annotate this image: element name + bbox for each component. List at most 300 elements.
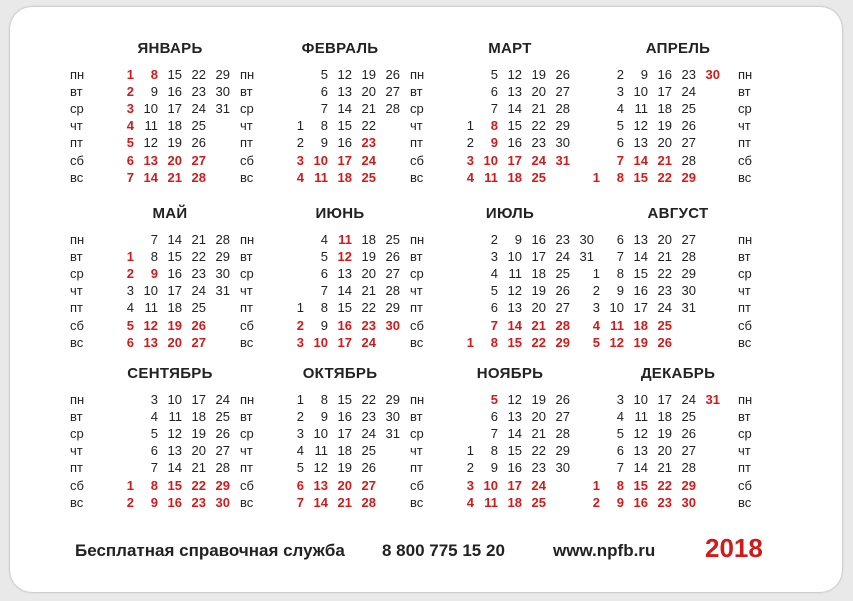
day-cell: 23 — [657, 283, 672, 299]
day-cell: 24 — [681, 84, 696, 100]
day-cell: 21 — [531, 426, 546, 442]
day-cell: 13 — [633, 443, 648, 459]
weekday-label: пт — [738, 460, 751, 476]
day-cell: 15 — [167, 67, 182, 82]
month-title: ИЮЛЬ — [485, 205, 535, 222]
day-cell: 21 — [657, 249, 672, 265]
day-cell: 16 — [507, 135, 522, 151]
day-cell: 21 — [191, 460, 206, 476]
day-cell: 2 — [126, 84, 134, 100]
day-cell: 23 — [555, 232, 570, 247]
day-cell: 8 — [490, 443, 498, 459]
day-cell: 9 — [616, 283, 624, 299]
weekday-label: вт — [738, 84, 751, 100]
day-cell: 22 — [657, 169, 672, 185]
day-cell: 21 — [657, 152, 672, 168]
day-cell: 28 — [385, 101, 400, 117]
day-cell: 12 — [143, 135, 158, 151]
weekday-label: чт — [240, 283, 253, 299]
day-cell: 14 — [313, 494, 328, 510]
day-cell: 24 — [531, 152, 546, 168]
weekday-label: вт — [410, 409, 423, 425]
weekday-label: пт — [410, 300, 423, 316]
day-cell: 22 — [531, 334, 546, 350]
day-cell: 12 — [143, 317, 158, 333]
day-cell: 8 — [150, 249, 158, 265]
day-cell: 8 — [150, 67, 158, 82]
day-cell: 18 — [337, 443, 352, 459]
day-cell: 20 — [361, 266, 376, 282]
weekday-label: чт — [70, 283, 83, 299]
day-cell: 6 — [490, 300, 498, 316]
day-cell: 27 — [385, 266, 400, 282]
weekday-label: пт — [240, 135, 253, 151]
day-cell: 28 — [215, 232, 230, 247]
day-cell: 24 — [191, 101, 206, 117]
day-cell: 17 — [337, 334, 352, 350]
weekday-label: ср — [410, 426, 424, 442]
day-cell: 26 — [555, 283, 570, 299]
day-cell: 7 — [320, 283, 328, 299]
day-cell: 6 — [320, 84, 328, 100]
day-cell: 19 — [361, 249, 376, 265]
weekday-label: сб — [240, 317, 254, 333]
day-cell: 1 — [296, 118, 304, 134]
day-cell: 16 — [337, 409, 352, 425]
day-cell: 31 — [705, 392, 720, 407]
day-cell: 17 — [191, 392, 206, 407]
website-link: www.npfb.ru — [553, 541, 656, 560]
day-cell: 29 — [555, 118, 570, 134]
day-cell: 18 — [507, 494, 522, 510]
day-cell: 22 — [657, 266, 672, 282]
day-cell: 3 — [296, 334, 304, 350]
day-cell: 21 — [191, 232, 206, 247]
weekday-label: вс — [410, 334, 424, 350]
day-cell: 2 — [616, 67, 624, 82]
day-cell: 19 — [531, 392, 546, 407]
day-cell: 15 — [507, 443, 522, 459]
weekday-label: вт — [240, 84, 253, 100]
day-cell: 2 — [296, 409, 304, 425]
day-cell: 6 — [616, 232, 624, 247]
day-cell: 5 — [320, 67, 328, 82]
day-cell: 29 — [385, 392, 400, 407]
weekday-label: вс — [240, 494, 254, 510]
day-cell: 28 — [555, 317, 570, 333]
day-cell: 23 — [191, 84, 206, 100]
day-cell: 7 — [320, 101, 328, 117]
day-cell: 5 — [296, 460, 304, 476]
day-cell: 13 — [143, 334, 158, 350]
day-cell: 13 — [143, 152, 158, 168]
day-cell: 13 — [633, 135, 648, 151]
day-cell: 27 — [681, 135, 696, 151]
day-cell: 8 — [320, 118, 328, 134]
weekday-label: пт — [410, 460, 423, 476]
day-cell: 5 — [592, 334, 600, 350]
weekday-label: пн — [70, 232, 85, 247]
weekday-label: ср — [738, 426, 752, 442]
day-cell: 1 — [126, 67, 134, 82]
day-cell: 27 — [385, 84, 400, 100]
weekday-label: пн — [738, 392, 753, 407]
month-title: СЕНТЯБРЬ — [127, 365, 213, 382]
day-cell: 3 — [150, 392, 158, 407]
day-cell: 2 — [296, 317, 304, 333]
weekday-label: ср — [70, 266, 84, 282]
day-cell: 18 — [337, 169, 352, 185]
day-cell: 30 — [555, 460, 570, 476]
weekday-label: чт — [738, 443, 751, 459]
weekday-label: сб — [240, 477, 254, 493]
weekday-label: ср — [738, 101, 752, 117]
day-cell: 11 — [508, 266, 522, 282]
day-cell: 14 — [633, 152, 648, 168]
day-cell: 7 — [126, 169, 134, 185]
day-cell: 12 — [507, 283, 522, 299]
day-cell: 29 — [681, 477, 696, 493]
day-cell: 29 — [215, 67, 230, 82]
day-cell: 15 — [633, 477, 648, 493]
day-cell: 9 — [320, 135, 328, 151]
day-cell: 9 — [490, 460, 498, 476]
month-title: МАЙ — [152, 205, 188, 222]
day-cell: 24 — [361, 334, 376, 350]
weekday-label: пн — [738, 232, 753, 247]
day-cell: 17 — [507, 477, 522, 493]
day-cell: 10 — [507, 249, 522, 265]
day-cell: 9 — [150, 84, 158, 100]
day-cell: 26 — [385, 249, 400, 265]
day-cell: 16 — [337, 317, 352, 333]
day-cell: 29 — [385, 300, 400, 316]
day-cell: 26 — [657, 334, 672, 350]
day-cell: 10 — [143, 283, 158, 299]
day-cell: 10 — [633, 392, 648, 407]
day-cell: 13 — [337, 84, 352, 100]
day-cell: 30 — [681, 494, 696, 510]
day-cell: 27 — [555, 84, 570, 100]
day-cell: 21 — [361, 283, 376, 299]
day-cell: 25 — [215, 409, 230, 425]
day-cell: 17 — [657, 392, 672, 407]
weekday-label: вт — [738, 249, 751, 265]
day-cell: 3 — [490, 249, 498, 265]
day-cell: 14 — [143, 169, 158, 185]
day-cell: 22 — [361, 392, 376, 407]
day-cell: 2 — [126, 266, 134, 282]
day-cell: 5 — [320, 249, 328, 265]
day-cell: 6 — [616, 135, 624, 151]
weekday-label: сб — [410, 477, 424, 493]
weekday-label: пн — [410, 67, 425, 82]
day-cell: 5 — [126, 317, 134, 333]
day-cell: 13 — [507, 84, 522, 100]
weekday-label: ср — [240, 266, 254, 282]
day-cell: 4 — [320, 232, 328, 247]
day-cell: 26 — [681, 426, 696, 442]
weekday-label: чт — [410, 443, 423, 459]
day-cell: 23 — [361, 135, 376, 151]
day-cell: 3 — [126, 101, 134, 117]
weekday-label: сб — [738, 477, 752, 493]
day-cell: 4 — [616, 409, 624, 425]
weekday-label: чт — [240, 443, 253, 459]
day-cell: 17 — [167, 101, 182, 117]
day-cell: 26 — [555, 392, 570, 407]
day-cell: 19 — [657, 118, 672, 134]
month-title: ИЮНЬ — [315, 205, 365, 222]
day-cell: 25 — [531, 494, 546, 510]
weekday-label: ср — [410, 101, 424, 117]
day-cell: 19 — [167, 317, 182, 333]
day-cell: 15 — [167, 249, 182, 265]
day-cell: 15 — [507, 118, 522, 134]
day-cell: 14 — [167, 460, 182, 476]
day-cell: 2 — [466, 460, 474, 476]
day-cell: 1 — [592, 477, 600, 493]
day-cell: 19 — [531, 67, 546, 82]
day-cell: 8 — [616, 169, 624, 185]
day-cell: 24 — [681, 392, 696, 407]
day-cell: 20 — [531, 300, 546, 316]
month-title: МАРТ — [488, 40, 532, 57]
day-cell: 4 — [466, 494, 474, 510]
day-cell: 27 — [681, 443, 696, 459]
day-cell: 1 — [126, 477, 134, 493]
year-label: 2018 — [705, 533, 763, 563]
day-cell: 10 — [313, 334, 328, 350]
day-cell: 11 — [144, 300, 158, 316]
day-cell: 25 — [191, 118, 206, 134]
day-cell: 22 — [191, 477, 206, 493]
day-cell: 27 — [191, 334, 206, 350]
day-cell: 17 — [507, 152, 522, 168]
day-cell: 5 — [150, 426, 158, 442]
day-cell: 24 — [215, 392, 230, 407]
month-title: ЯНВАРЬ — [137, 40, 203, 57]
day-cell: 1 — [466, 443, 474, 459]
day-cell: 27 — [191, 152, 206, 168]
weekday-label: ср — [738, 266, 752, 282]
day-cell: 4 — [126, 118, 134, 134]
day-cell: 19 — [531, 283, 546, 299]
weekday-label: вс — [70, 169, 84, 185]
weekday-label: вт — [738, 409, 751, 425]
weekday-label: пн — [240, 232, 255, 247]
day-cell: 10 — [143, 101, 158, 117]
weekday-label: вс — [410, 494, 424, 510]
weekday-label: чт — [410, 283, 423, 299]
day-cell: 31 — [555, 152, 570, 168]
day-cell: 18 — [657, 409, 672, 425]
day-cell: 30 — [705, 67, 720, 82]
day-cell: 22 — [191, 249, 206, 265]
day-cell: 21 — [531, 317, 546, 333]
day-cell: 2 — [592, 494, 600, 510]
day-cell: 13 — [507, 300, 522, 316]
day-cell: 20 — [167, 152, 182, 168]
day-cell: 14 — [633, 249, 648, 265]
weekday-label: чт — [70, 443, 83, 459]
day-cell: 1 — [296, 300, 304, 316]
day-cell: 7 — [616, 249, 624, 265]
day-cell: 14 — [167, 232, 182, 247]
weekday-label: вс — [410, 169, 424, 185]
day-cell: 14 — [633, 460, 648, 476]
day-cell: 18 — [633, 317, 648, 333]
day-cell: 15 — [633, 169, 648, 185]
day-cell: 6 — [490, 409, 498, 425]
day-cell: 4 — [490, 266, 498, 282]
day-cell: 28 — [681, 152, 696, 168]
day-cell: 11 — [314, 169, 328, 185]
day-cell: 22 — [657, 477, 672, 493]
month-title: ДЕКАБРЬ — [640, 365, 716, 382]
weekday-label: вт — [240, 249, 253, 265]
day-cell: 17 — [337, 426, 352, 442]
day-cell: 29 — [215, 249, 230, 265]
day-cell: 1 — [592, 266, 600, 282]
day-cell: 17 — [657, 84, 672, 100]
day-cell: 9 — [320, 409, 328, 425]
day-cell: 6 — [490, 84, 498, 100]
day-cell: 11 — [610, 317, 624, 333]
weekday-label: сб — [70, 152, 84, 168]
day-cell: 31 — [215, 283, 230, 299]
day-cell: 20 — [167, 334, 182, 350]
day-cell: 26 — [681, 118, 696, 134]
weekday-label: вт — [240, 409, 253, 425]
day-cell: 14 — [507, 426, 522, 442]
day-cell: 3 — [592, 300, 600, 316]
weekday-label: пн — [410, 232, 425, 247]
day-cell: 23 — [361, 409, 376, 425]
month-title: ОКТЯБРЬ — [302, 365, 378, 382]
day-cell: 2 — [126, 494, 134, 510]
day-cell: 6 — [616, 443, 624, 459]
weekday-label: пт — [738, 300, 751, 316]
day-cell: 10 — [313, 426, 328, 442]
weekday-label: вс — [738, 169, 752, 185]
day-cell: 1 — [126, 249, 134, 265]
weekday-label: чт — [738, 118, 751, 134]
day-cell: 22 — [531, 443, 546, 459]
day-cell: 19 — [657, 426, 672, 442]
day-cell: 8 — [320, 392, 328, 407]
day-cell: 29 — [681, 169, 696, 185]
day-cell: 17 — [167, 283, 182, 299]
day-cell: 24 — [531, 477, 546, 493]
weekday-label: пт — [240, 300, 253, 316]
day-cell: 9 — [640, 67, 648, 82]
day-cell: 5 — [616, 118, 624, 134]
day-cell: 9 — [514, 232, 522, 247]
weekday-label: вт — [70, 409, 83, 425]
day-cell: 16 — [337, 135, 352, 151]
day-cell: 13 — [167, 443, 182, 459]
day-cell: 16 — [531, 232, 546, 247]
day-cell: 13 — [507, 409, 522, 425]
day-cell: 25 — [681, 101, 696, 117]
month-title: АПРЕЛЬ — [645, 40, 711, 57]
day-cell: 1 — [466, 118, 474, 134]
day-cell: 7 — [150, 232, 158, 247]
day-cell: 29 — [215, 477, 230, 493]
weekday-label: пн — [410, 392, 425, 407]
day-cell: 20 — [337, 477, 352, 493]
day-cell: 30 — [681, 283, 696, 299]
month-block — [578, 205, 778, 355]
day-cell: 19 — [633, 334, 648, 350]
day-cell: 20 — [191, 443, 206, 459]
day-cell: 23 — [531, 135, 546, 151]
day-cell: 5 — [490, 283, 498, 299]
service-label: Бесплатная справочная служба — [75, 541, 345, 560]
month-title: НОЯБРЬ — [476, 365, 544, 382]
day-cell: 31 — [385, 426, 400, 442]
weekday-label: вт — [70, 249, 83, 265]
day-cell: 1 — [466, 334, 474, 350]
day-cell: 11 — [634, 101, 648, 117]
weekday-label: ср — [70, 101, 84, 117]
day-cell: 11 — [484, 169, 498, 185]
day-cell: 18 — [191, 409, 206, 425]
weekday-label: вс — [240, 169, 254, 185]
day-cell: 28 — [555, 426, 570, 442]
day-cell: 21 — [531, 101, 546, 117]
day-cell: 8 — [616, 477, 624, 493]
day-cell: 13 — [313, 477, 328, 493]
day-cell: 11 — [484, 494, 498, 510]
day-cell: 15 — [337, 300, 352, 316]
weekday-label: пт — [70, 135, 83, 151]
day-cell: 9 — [150, 266, 158, 282]
day-cell: 23 — [657, 494, 672, 510]
day-cell: 10 — [483, 477, 498, 493]
day-cell: 26 — [191, 135, 206, 151]
weekday-label: вс — [240, 334, 254, 350]
weekday-label: пт — [70, 460, 83, 476]
day-cell: 20 — [657, 232, 672, 247]
day-cell: 22 — [361, 300, 376, 316]
day-cell: 12 — [507, 67, 522, 82]
weekday-label: чт — [738, 283, 751, 299]
day-cell: 3 — [616, 84, 624, 100]
weekday-label: сб — [410, 152, 424, 168]
day-cell: 18 — [361, 232, 376, 247]
weekday-label: вт — [70, 84, 83, 100]
day-cell: 7 — [150, 460, 158, 476]
day-cell: 20 — [531, 84, 546, 100]
day-cell: 4 — [296, 443, 304, 459]
day-cell: 14 — [337, 283, 352, 299]
day-cell: 28 — [681, 249, 696, 265]
weekday-label: вс — [70, 334, 84, 350]
weekday-label: сб — [738, 152, 752, 168]
day-cell: 7 — [616, 460, 624, 476]
day-cell: 3 — [466, 152, 474, 168]
day-cell: 17 — [337, 152, 352, 168]
weekday-label: вс — [738, 494, 752, 510]
day-cell: 12 — [633, 426, 648, 442]
day-cell: 24 — [191, 283, 206, 299]
day-cell: 4 — [126, 300, 134, 316]
day-cell: 10 — [167, 392, 182, 407]
day-cell: 20 — [531, 409, 546, 425]
month-block — [578, 40, 778, 190]
